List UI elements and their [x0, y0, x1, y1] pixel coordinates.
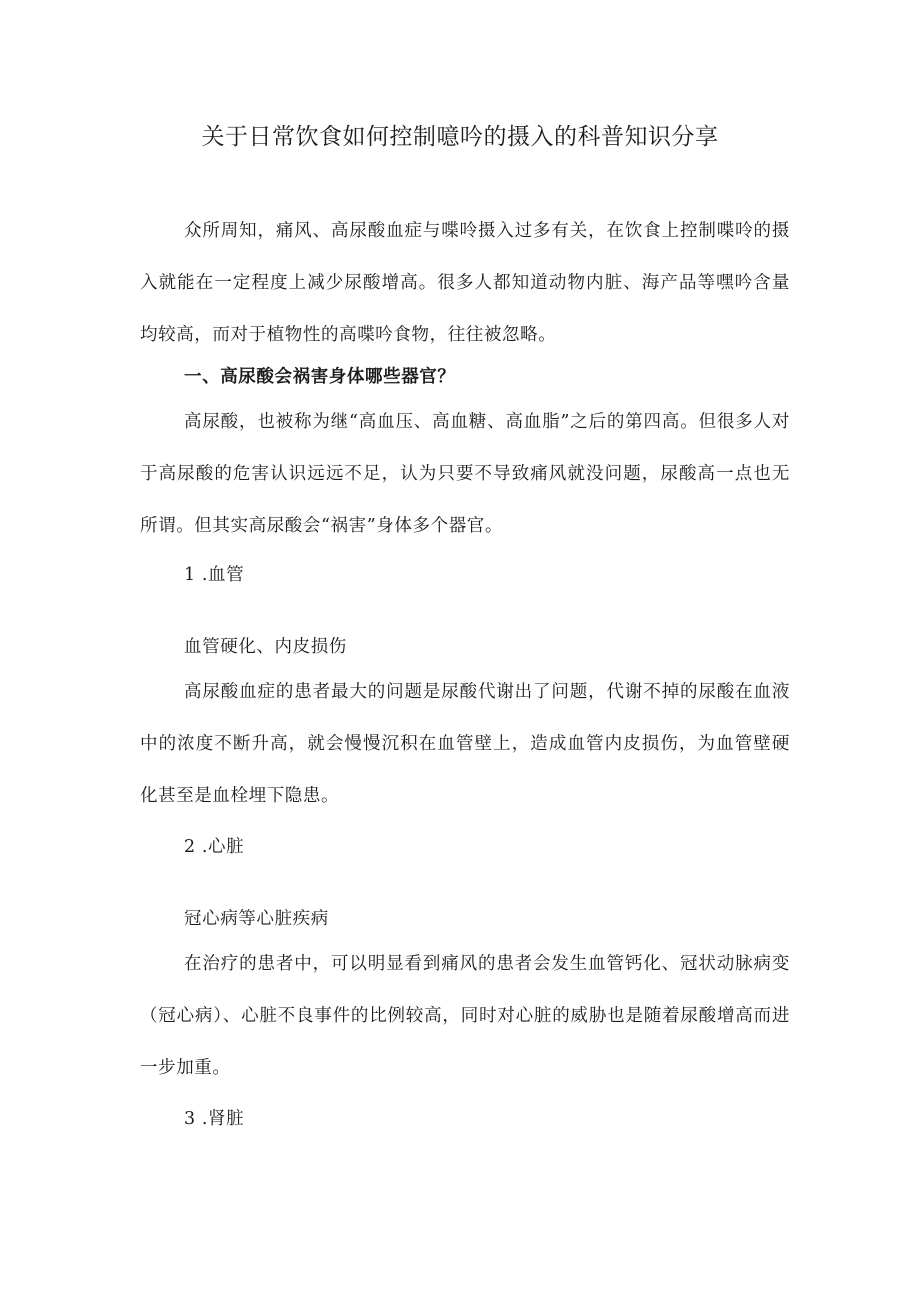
document-title: 关于日常饮食如何控制噫吟的摄入的科普知识分享	[201, 124, 719, 150]
organ-label-heart: 2 .心脏	[184, 837, 245, 857]
organ-subheading-blood-vessel: 血管硬化、内皮损伤	[184, 637, 347, 657]
organ-paragraph-heart: 在治疗的患者中，可以明显看到痛风的患者会发生血管钙化、冠状动脉病变（冠心病）、心脏不良事件的比例较高，同时对心脏的威胁也是随着尿酸增高而进一步加重。	[140, 954, 790, 1078]
section-heading: 一、高尿酸会祸害身体哪些器官？	[184, 367, 456, 387]
section-paragraph: 高尿酸，也被称为继“高血压、高血糖、高血脂”之后的第四高。但很多人对于高尿酸的危害认识远远不足，认为只要不导致痛风就没问题，尿酸高一点也无所谓。但其实高尿酸会“祸害”身体多个器官。	[140, 412, 790, 536]
organ-label-kidney: 3 .肾脏	[184, 1109, 245, 1129]
organ-paragraph-blood-vessel: 高尿酸血症的患者最大的问题是尿酸代谢出了问题，代谢不掉的尿酸在血液中的浓度不断升高，就会慢慢沉积在血管壁上，造成血管内皮损伤，为血管壁硬化甚至是血栓埋下隐患。	[140, 682, 790, 806]
organ-subheading-heart: 冠心病等心脏疾病	[184, 909, 329, 929]
intro-paragraph: 众所周知，痛风、高尿酸血症与喋呤摄入过多有关，在饮食上控制喋呤的摄入就能在一定程度上减少尿酸增高。很多人都知道动物内脏、海产品等嘿吟含量均较高，而对于植物性的高喋吟食物，往往被忽略。	[140, 221, 790, 345]
organ-label-blood-vessel: 1 .血管	[184, 565, 245, 585]
